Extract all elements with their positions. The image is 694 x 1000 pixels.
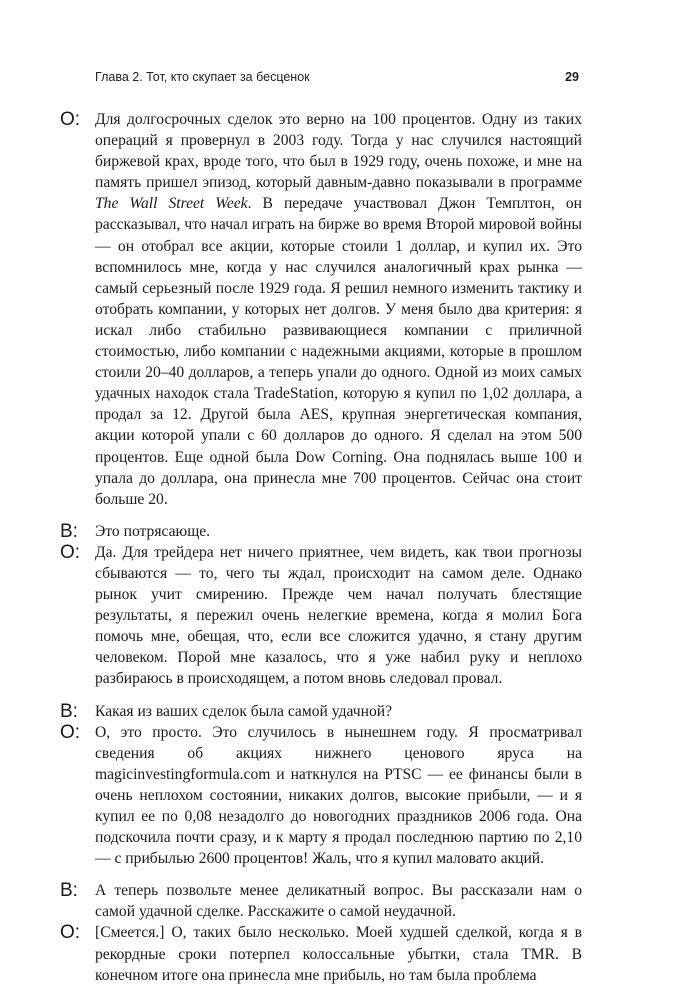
answer-text: Для долгосрочных сделок это верно на 100 процентов. Одну из таких операций я провернул в 2003 году. Тогда у нас случился настоящий биржевой крах, вроде того, что был в 1929 году, очень похоже, и мне на память пришел эпизод, который давным-давно показывали в программе	[95, 111, 582, 192]
tv-show-title: The Wall Street Week	[95, 195, 248, 213]
question-label: В:	[60, 700, 78, 722]
question-block	[60, 701, 582, 722]
answer-label: О:	[60, 109, 81, 130]
answer-block	[60, 109, 582, 510]
answer-label: О:	[60, 541, 81, 563]
question-text: Это потрясающе.	[95, 522, 211, 540]
answer-text-continued: . В передаче участвовал Джон Темплтон, он рассказывал, что начал играть на бирже во время Второй мировой войны — он отобрал все акции, которые стоили 1 доллар, и купил их. Это вспомнилось мне, когда у нас случился аналогичный крах рынка — самый серьезный после 1929 года. Я решил немного изменить тактику и отобрать компании, у которых нет долгов. У меня было два критерия: я искал либо стабильно развивающиеся компании с приличной стоимостью, либо компании с надежными акциями, которые в прошлом стоили 20–40 долларов, а теперь упали до одного. Одной из моих самых удачных находок стала TradeStation, которую я купил по 1,02 доллара, а продал за 12. Другой была AES, крупная энергетическая компания, акции которой упали с 60 долларов до одного. Я сделал на этом 500 процентов. Еще одной была Dow Corning. Она поднялась выше 100 и упала до доллара, она принесла мне 700 процентов. Сейчас она стоит больше 20.	[95, 195, 582, 508]
question-label: В:	[60, 520, 78, 542]
answer-text: О, это просто. Это случилось в нынешнем году. Я просматривал сведения об акциях нижнего ценового яруса на magicinvestingformula.com и наткнулся на PTSC — ее финансы были в очень неплохом состоянии, никаких долгов, высокие прибыли, — и я купил ее по 0,08 незадолго до новогодних праздников 2006 года. Она подскочила почти сразу, и к марту я продал последнюю партию по 2,10 — с прибылью 2600 процентов! Жаль, что я купил маловато акций.	[95, 723, 582, 868]
answer-block	[60, 722, 582, 870]
answer-text: Да. Для трейдера нет ничего приятнее, чем видеть, как твои прогнозы сбываются — то, чего ты ждал, происходит на самом деле. Однако рынок учит смирению. Прежде чем начал получать блестящие результаты, я пережил очень нелегкие времена, когда я молил Бога помочь мне, обещая, что, если все сложится удачно, я стану другим человеком. Порой мне казалось, что я уже набил руку и неплохо разбираюсь в происходящем, а потом вновь следовал провал.	[95, 543, 582, 688]
answer-label: О:	[60, 721, 81, 743]
question-text: А теперь позвольте менее деликатный вопрос. Вы рассказали нам о самой удачной сделке. Расскажите о самой неудачной.	[95, 882, 582, 921]
question-block	[60, 521, 582, 542]
question-block	[60, 880, 582, 922]
question-label: В:	[60, 880, 78, 902]
chapter-title: Глава 2. Тот, кто скупает за бесценок	[95, 70, 310, 84]
running-header	[95, 70, 579, 90]
answer-block	[60, 542, 582, 690]
answer-block	[60, 922, 582, 985]
answer-text: [Смеется.] О, таких было несколько. Моей худшей сделкой, когда я в рекордные сроки потерпел колоссальные убытки, стала TMR. В конечном итоге она принесла мне прибыль, но там была проблема	[95, 924, 582, 984]
page-body	[60, 109, 582, 986]
question-text: Какая из ваших сделок была самой удачной?	[95, 702, 393, 720]
answer-label: О:	[60, 922, 81, 944]
page-number: 29	[565, 70, 579, 84]
